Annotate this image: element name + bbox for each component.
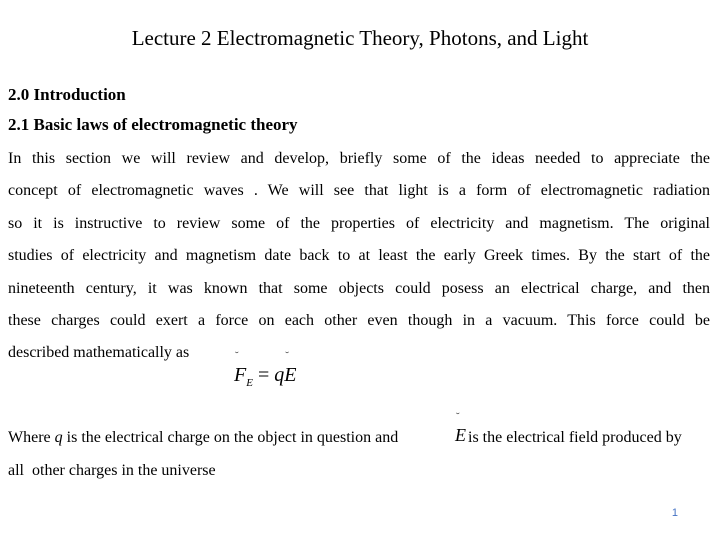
- page-number: 1: [671, 507, 678, 519]
- page-title: Lecture 2 Electromagnetic Theory, Photons, and Light: [131, 26, 589, 50]
- force-equation: [234, 364, 296, 389]
- field-symbol-inline: ˘ E: [455, 425, 466, 446]
- inline-field-symbol: [455, 425, 466, 446]
- paragraph-line: In this section we will review and develop, briefly some of the ideas needed to appreciate the: [8, 150, 710, 167]
- force-symbol: ˘ F: [234, 364, 246, 387]
- where-line-end: is the electrical field produced by: [468, 429, 682, 446]
- q-symbol: q: [54, 429, 63, 446]
- equals-sign: =: [252, 364, 275, 386]
- intro-heading: 2.0 Introduction: [8, 85, 126, 104]
- charge-symbol: q: [274, 364, 285, 386]
- section-heading: 2.1 Basic laws of electromagnetic theory: [8, 115, 298, 134]
- paragraph-line: studies of electricity and magnetism date back to at least the early Greek times. By the start of the: [8, 247, 710, 264]
- paragraph-line: so it is instructive to review some of the properties of electricity and magnetism. The original: [8, 215, 710, 232]
- where-line: [8, 428, 402, 448]
- force-subscript: E: [246, 377, 253, 389]
- paragraph-line: these charges could exert a force on each other even though in a vacuum. This force could be: [8, 312, 710, 329]
- paragraph-line: described mathematically as: [8, 344, 190, 361]
- paragraph-line: concept of electromagnetic waves . We will see that light is a form of electromagnetic radiation: [8, 182, 710, 199]
- paragraph-line-last: all other charges in the universe: [8, 462, 216, 479]
- paragraph-line: nineteenth century, it was known that some objects could posess an electrical charge, and then: [8, 280, 710, 297]
- where-text-1: Where: [8, 429, 55, 446]
- where-text-2: is the electrical charge on the object in question and: [62, 429, 403, 446]
- field-symbol: ˘ E: [284, 364, 296, 387]
